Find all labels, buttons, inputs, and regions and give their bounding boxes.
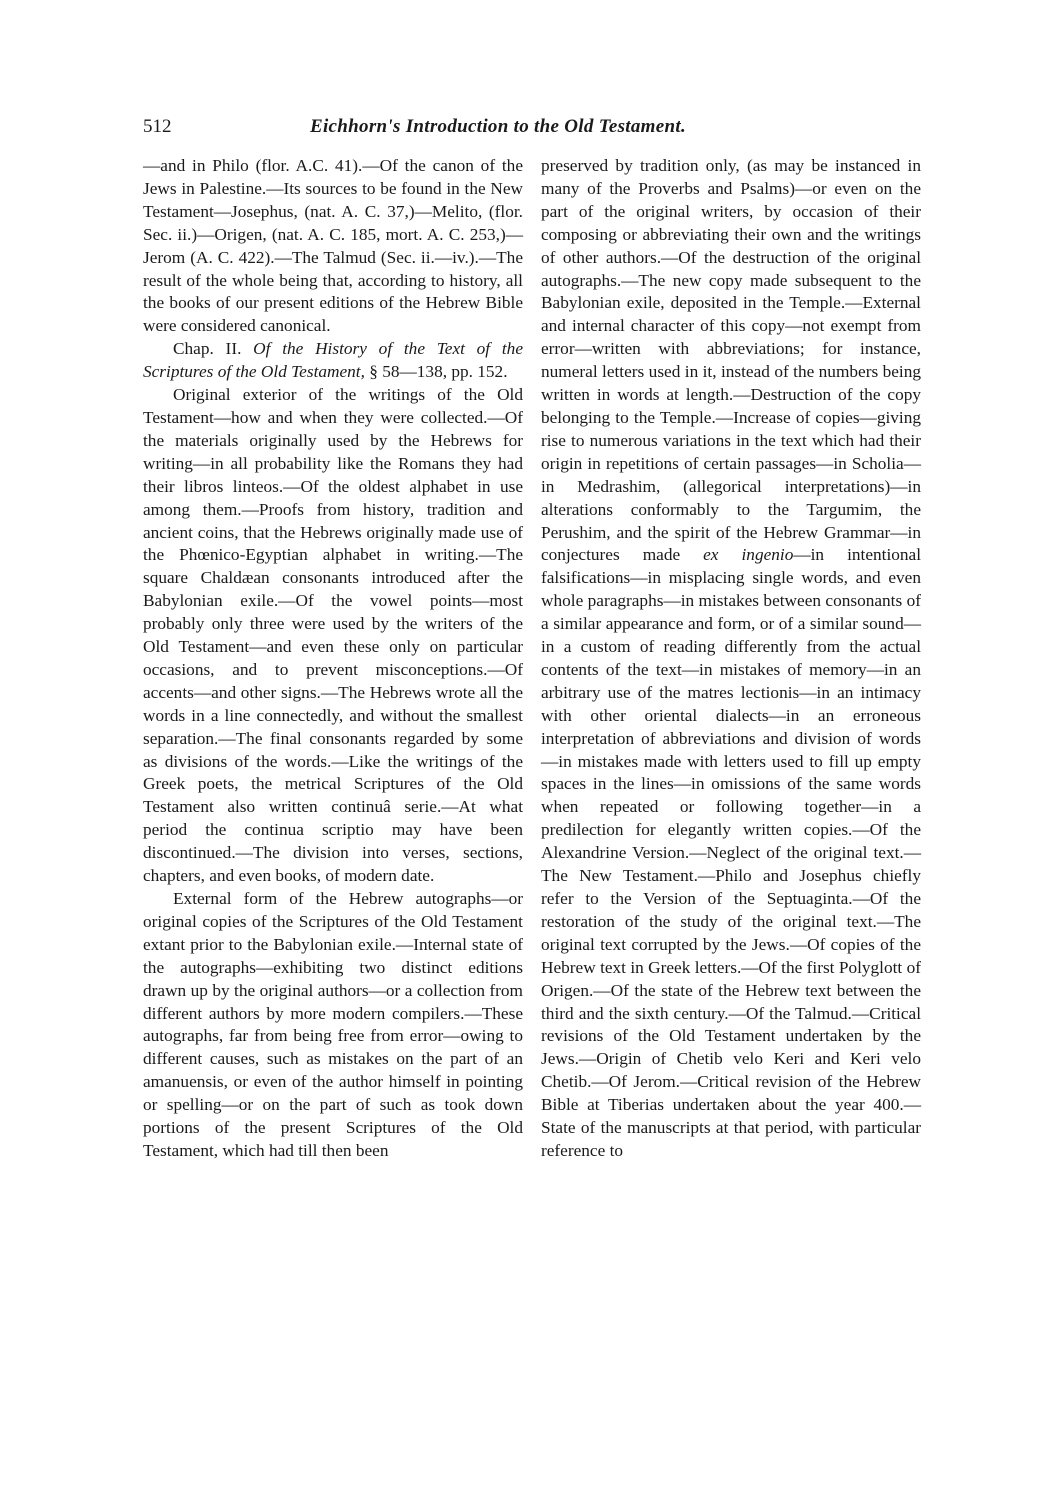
- text-part-a: preserved by tradition only, (as may be instanced in many of the Proverbs and Psalms)—or even on the part of the original writers, by occasion of their composing or abbreviating their own and the writings of other authors.—Of the destruction of the original autographs.—The new copy made subsequent to the Babylonian exile, deposited in the Temple.—External and internal character of this copy—not exempt from error—written with abbreviations; for instance, numeral letters used in it, instead of the numbers being written in words at length.—Destruction of the copy belonging to the Temple.—Increase of copies—giving rise to numerous variations in the text which had their origin in repetitions of certain passages—in Scholia—in Medrashim, (allegorical interpretations)—in alterations conformably to the Targumim, the Perushim, and the spirit of the Hebrew Grammar—in conjectures made: [541, 156, 921, 565]
- paragraph-tradition: [541, 155, 921, 1163]
- text-part-b: —in intentional falsifications—in misplacing single words, and even whole paragraphs—in mistakes between consonants of a similar appearance and form, or of a similar sound—in a custom of reading differently from the actual contents of the text—in mistakes of memory—in an arbitrary use of the matres lectionis—in an intimacy with other oriental dialects—in an erroneous interpretation of abbreviations and division of words—in mistakes made with letters used to fill up empty spaces in the lines—in omissions of the same words when repeated or following together—in a predilection for elegantly written copies.—Of the Alexandrine Version.—Neglect of the original text.—The New Testament.—Philo and Josephus chiefly refer to the Version of the Septuaginta.—Of the restoration of the study of the original text.—The original text corrupted by the Jews.—Of copies of the Hebrew text in Greek letters.—Of the first Polyglott of Origen.—Of the state of the Hebrew text between the third and the sixth century.—Of the Talmud.—Critical revisions of the Old Testament undertaken by the Jews.—Origin of Chetib velo Keri and Keri velo Chetib.—Of Jerom.—Critical revision of the Hebrew Bible at Tiberias undertaken about the year 400.—State of the manuscripts at that period, with particular reference to: [541, 545, 921, 1160]
- left-column: [143, 155, 523, 1163]
- paragraph-autographs: External form of the Hebrew autographs—or original copies of the Scriptures of the Old Testament extant prior to the Babylonian exile.—Internal state of the autographs—exhibiting two distinct editions drawn up by the original authors—or a collection from different authors by more modern compilers.—These autographs, far from being free from error—owing to different causes, such as mistakes on the part of an amanuensis, or even of the author himself in pointing or spelling—or on the part of such as took down portions of the present Scriptures of the Old Testament, which had till then been: [143, 889, 523, 1160]
- chapter-ref: § 58—138, pp. 152.: [369, 362, 508, 382]
- chapter-title: Of the History of the Text of the Scriptures of the Old Testament,: [143, 339, 523, 382]
- running-title: Eichhorn's Introduction to the Old Testament.: [310, 116, 686, 137]
- page-number: 512: [143, 116, 172, 137]
- italic-phrase: ex ingenio: [703, 545, 794, 565]
- paragraph-exterior: Original exterior of the writings of the Old Testament—how and when they were collected.—Of the materials originally used by the Hebrews for writing—in all probability like the Romans they had their libros linteos.—Of the oldest alphabet in use among them.—Proofs from history, tradition and ancient coins, that the Hebrews originally made use of the Phœnico-Egyptian alphabet in writing.—The square Chaldæan consonants introduced after the Babylonian exile.—Of the vowel points—most probably only three were used by the writers of the Old Testament—and even these only on particular occasions, and to prevent misconceptions.—Of accents—and other signs.—The Hebrews wrote all the words in a line connectedly, and without the smallest separation.—The final consonants regarded by some as divisions of the words.—Like the writings of the Greek poets, the metrical Scriptures of the Old Testament also written continuâ serie.—At what period the continua scriptio may have been discontinued.—The division into verses, sections, chapters, and even books, of modern date.: [143, 385, 523, 886]
- chapter-lead: Chap. II.: [173, 339, 242, 359]
- right-column: [541, 155, 921, 1163]
- chapter-heading: [143, 338, 523, 384]
- paragraph-canon: —and in Philo (flor. A.C. 41).—Of the canon of the Jews in Palestine.—Its sources to be found in the New Testament—Josephus, (nat. A. C. 37,)—Melito, (flor. Sec. ii.)—Origen, (nat. A. C. 185, mort. A. C. 253,)—Jerom (A. C. 422).—The Talmud (Sec. ii.—iv.).—The result of the whole being that, according to history, all the books of our present editions of the Hebrew Bible were considered canonical.: [143, 156, 523, 336]
